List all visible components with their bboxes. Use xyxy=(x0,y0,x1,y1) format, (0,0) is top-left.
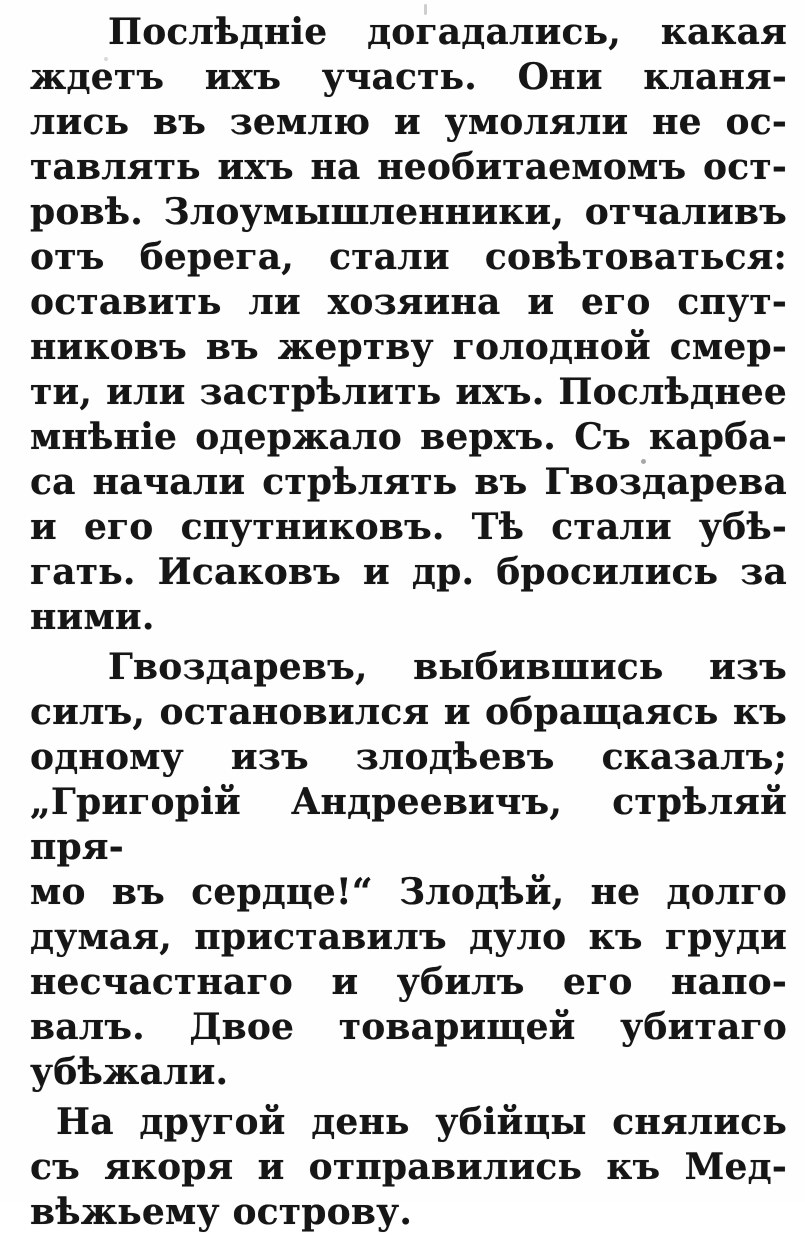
paragraph xyxy=(30,1100,787,1235)
text-line: „Григорій Андреевичъ, стрѣляй пря- xyxy=(30,781,787,868)
text-line: оставить ли хозяина и его спут- xyxy=(30,281,787,323)
text-line: одному изъ злодѣевъ сказалъ; xyxy=(30,736,787,778)
text-line: гать. Исаковъ и др. бросились за xyxy=(30,551,787,593)
text-column xyxy=(30,10,787,1235)
text-line: отъ берега, стали совѣтоваться: xyxy=(30,236,787,278)
text-line: убѣжали. xyxy=(30,1051,229,1093)
paragraph xyxy=(30,10,787,640)
text-line: силъ, остановился и обращаясь къ xyxy=(30,691,787,733)
text-line: Гвоздаревъ, выбившись изъ xyxy=(108,646,787,688)
text-line: вѣжьему острову. xyxy=(30,1191,413,1233)
text-line: На другой день убійцы снялись xyxy=(56,1101,787,1143)
text-line: Послѣдніе догадались, какая xyxy=(108,11,787,53)
text-line: тавлять ихъ на необитаемомъ ост- xyxy=(30,146,787,188)
text-line: и его спутниковъ. Тѣ стали убѣ- xyxy=(30,506,787,548)
text-line: думая, приставилъ дуло къ груди xyxy=(30,916,787,958)
text-line: ними. xyxy=(30,596,155,638)
text-line: лись въ землю и умоляли не ос- xyxy=(30,101,787,143)
paragraph xyxy=(30,645,787,1095)
text-line: никовъ въ жертву голодной смер- xyxy=(30,326,787,368)
text-line: са начали стрѣлять въ Гвоздарева xyxy=(30,461,787,503)
text-line: ти, или застрѣлить ихъ. Послѣднее xyxy=(30,371,787,413)
text-line: мо въ сердце!“ Злодѣй, не долго xyxy=(30,871,787,913)
text-line: ждетъ ихъ участь. Они кланя- xyxy=(30,56,787,98)
text-line: мнѣніе одержало верхъ. Съ карба- xyxy=(30,416,787,458)
text-line: валъ. Двое товарищей убитаго xyxy=(30,1006,787,1048)
text-line: ровѣ. Злоумышленники, отчаливъ xyxy=(30,191,787,233)
text-line: съ якоря и отправились къ Мед- xyxy=(30,1146,787,1188)
text-line: несчастнаго и убилъ его напо- xyxy=(30,961,787,1003)
